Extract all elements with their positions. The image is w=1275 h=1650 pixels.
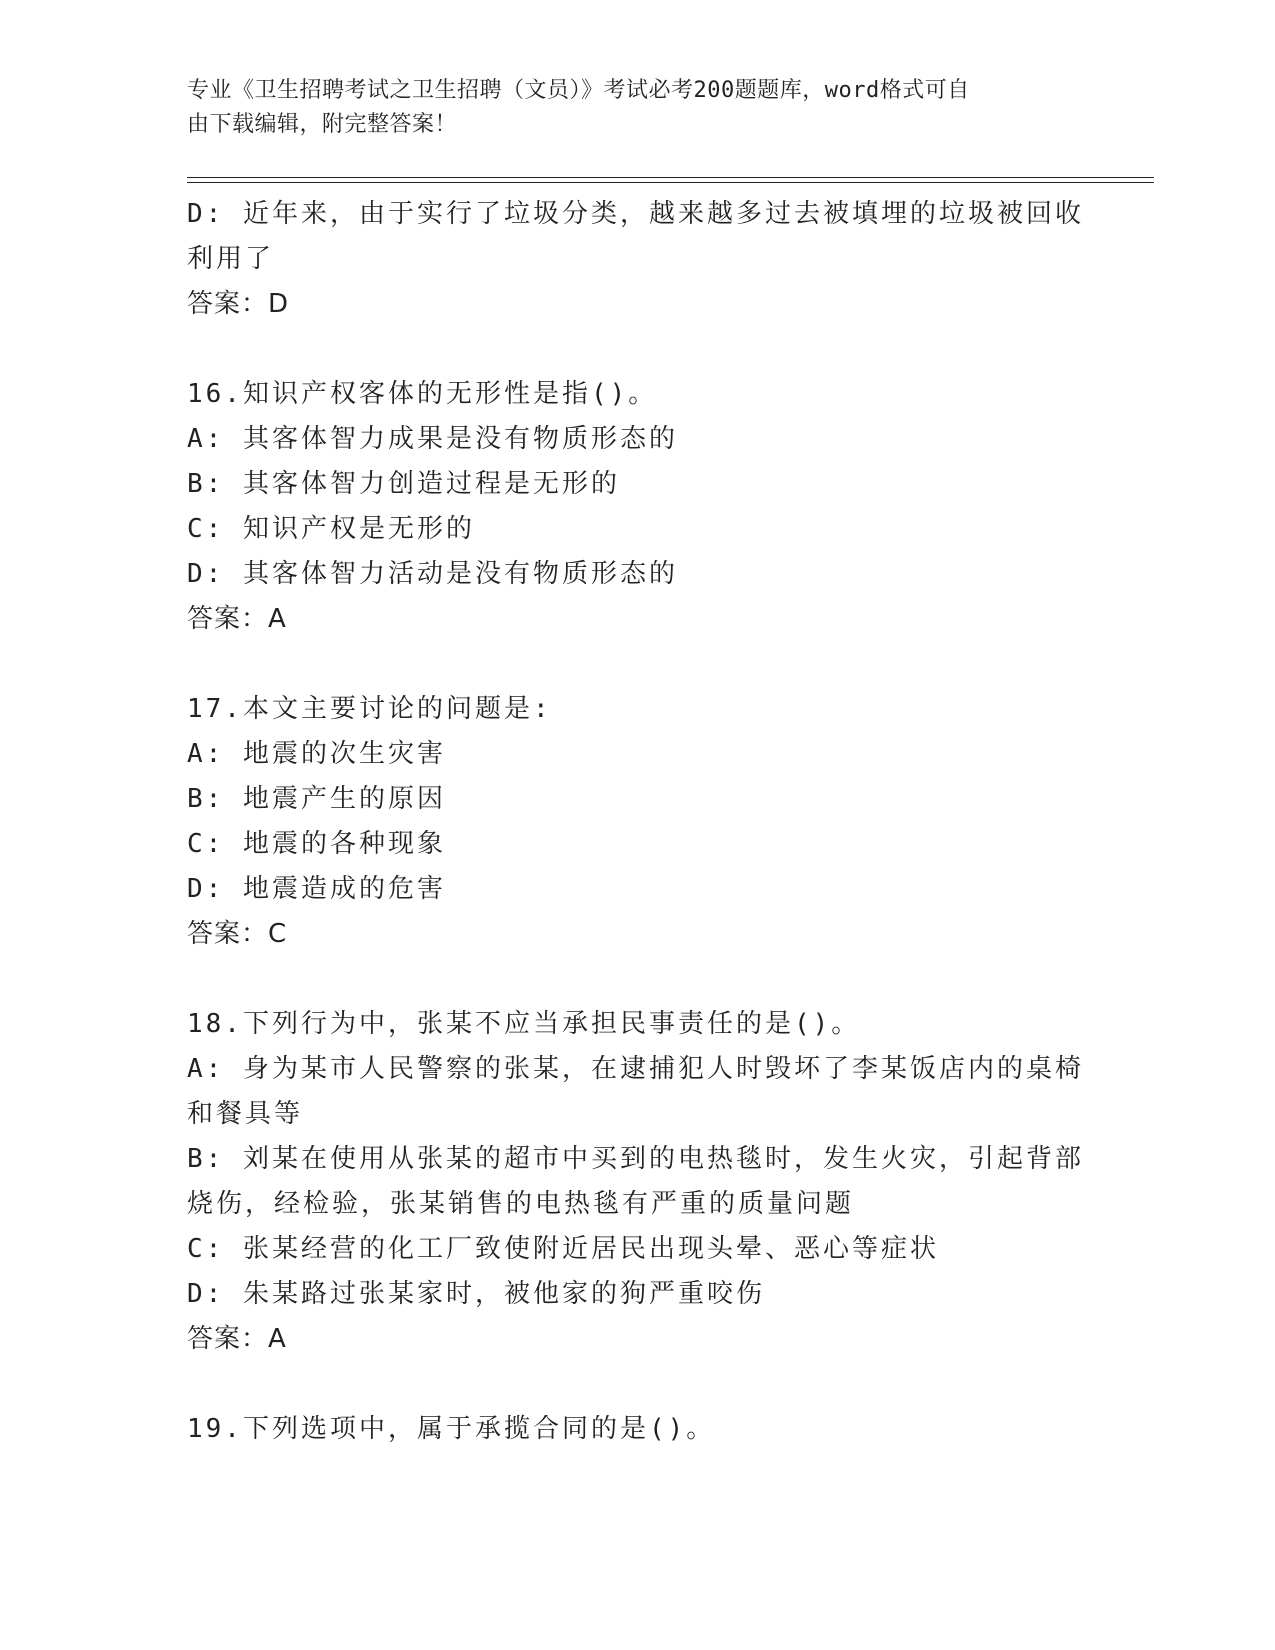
option-c: C: 地震的各种现象 [187, 829, 446, 859]
option-d: D: 其客体智力活动是没有物质形态的 [187, 559, 678, 589]
question-stem: 17.本文主要讨论的问题是: [187, 694, 552, 724]
question-stem: 18.下列行为中，张某不应当承担民事责任的是()。 [187, 1009, 861, 1039]
question-16 [187, 372, 1087, 642]
option-d-line-1: D: 近年来，由于实行了垃圾分类，越来越多过去被填埋的垃圾被回收 [187, 199, 1084, 229]
carryover-question [187, 192, 1087, 327]
header-divider-top [187, 177, 1154, 178]
option-b: B: 其客体智力创造过程是无形的 [187, 469, 620, 499]
question-17 [187, 687, 1087, 957]
option-c: C: 知识产权是无形的 [187, 514, 475, 544]
header-title-line-2: 由下载编辑，附完整答案！ [187, 112, 458, 137]
option-b-line-2: 烧伤，经检验，张某销售的电热毯有严重的质量问题 [187, 1189, 855, 1219]
option-b: B: 地震产生的原因 [187, 784, 446, 814]
header-divider-bottom [187, 182, 1154, 183]
option-a-line-1: A: 身为某市人民警察的张某，在逮捕犯人时毁坏了李某饭店内的桌椅 [187, 1054, 1084, 1084]
option-a-line-2: 和餐具等 [187, 1099, 304, 1129]
header-title-line-1: 专业《卫生招聘考试之卫生招聘（文员）》考试必考200题题库，word格式可自 [187, 78, 970, 103]
answer-line: 答案：A [187, 1324, 287, 1354]
option-d: D: 地震造成的危害 [187, 874, 446, 904]
answer-line: 答案：D [187, 289, 290, 319]
question-stem: 16.知识产权客体的无形性是指()。 [187, 379, 658, 409]
option-d: D: 朱某路过张某家时，被他家的狗严重咬伤 [187, 1279, 765, 1309]
answer-line: 答案：A [187, 604, 287, 634]
option-d-line-2: 利用了 [187, 244, 275, 274]
question-18 [187, 1002, 1087, 1362]
option-a: A: 其客体智力成果是没有物质形态的 [187, 424, 678, 454]
option-b-line-1: B: 刘某在使用从张某的超市中买到的电热毯时，发生火灾，引起背部 [187, 1144, 1084, 1174]
question-stem: 19.下列选项中，属于承揽合同的是()。 [187, 1414, 716, 1444]
question-19 [187, 1407, 1087, 1452]
document-header [187, 74, 1087, 142]
option-c: C: 张某经营的化工厂致使附近居民出现头晕、恶心等症状 [187, 1234, 939, 1264]
answer-line: 答案：C [187, 919, 288, 949]
question-content [187, 192, 1087, 1452]
option-a: A: 地震的次生灾害 [187, 739, 446, 769]
